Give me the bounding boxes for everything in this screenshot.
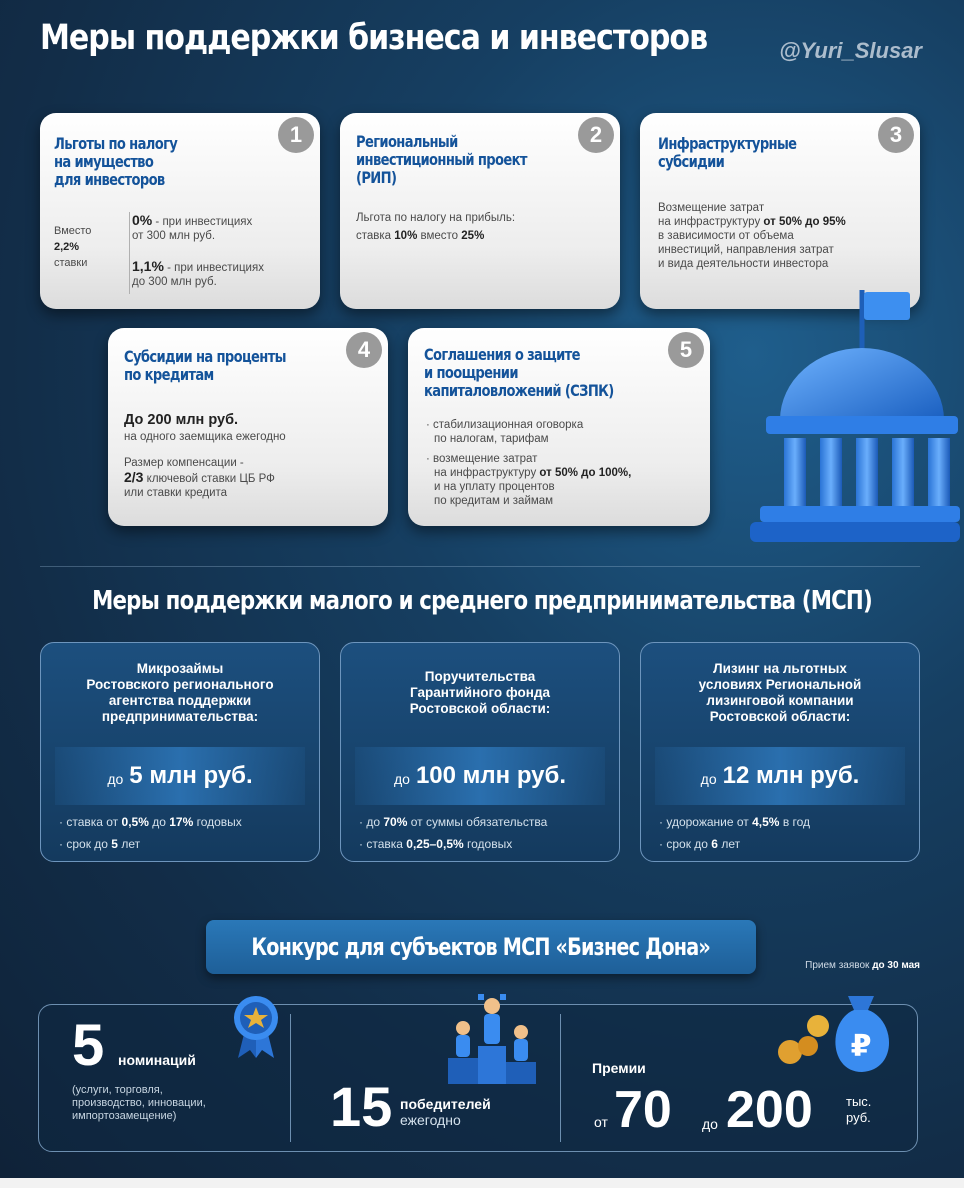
government-building-icon [740, 280, 960, 550]
prize-unit: тыс. руб. [846, 1094, 872, 1125]
msp-bullets: · удорожание от 4,5% в год · срок до 6 лет [659, 815, 811, 851]
msp-section-title: Меры поддержки малого и среднего предпринимательства (МСП) [92, 586, 872, 616]
prize-min: 70 [614, 1081, 672, 1139]
prize-to: до [702, 1116, 718, 1132]
card-number-badge: 3 [878, 117, 914, 153]
card-number-badge: 2 [578, 117, 614, 153]
prizes-label: Премии [592, 1060, 646, 1076]
msp-card-leasing [640, 642, 920, 862]
podium-winners-icon [444, 986, 540, 1086]
nominations-note: (услуги, торговля, производство, инновации, импортозамещение) [72, 1084, 206, 1122]
card-amount-note: на одного заемщика ежегодно [124, 431, 286, 443]
page-title: Меры поддержки бизнеса и инвесторов [40, 18, 708, 58]
card-left-note: Вместо 2,2% ставки [54, 225, 92, 269]
msp-amount-band: до 100 млн руб. [355, 747, 605, 805]
card-title: Соглашения о защите и поощрении капиталовложений (СЗПК) [424, 345, 614, 400]
card-title: Инфраструктурные субсидии [658, 134, 797, 171]
card-number-badge: 4 [346, 332, 382, 368]
msp-amount: 100 млн руб. [415, 762, 567, 789]
svg-text:₽: ₽ [850, 1029, 872, 1064]
card-rate-item: 0% - при инвестициях от 300 млн руб. [132, 212, 253, 242]
msp-amount-band: до 12 млн руб. [655, 747, 905, 805]
contest-banner [206, 920, 756, 974]
msp-card-title: Поручительства Гарантийного фонда Ростовской области: [409, 669, 551, 716]
nominations-label: номинаций [118, 1052, 196, 1068]
card-text: Размер компенсации - 2/3 ключевой ставки ЦБ РФ или ставки кредита [124, 457, 275, 499]
msp-card-title: Лизинг на льготных условиях Региональной лизинговой компании Ростовской области: [698, 661, 862, 724]
msp-bullets: · ставка от 0,5% до 17% годовых · срок до 5 лет [59, 815, 242, 851]
divider [290, 1014, 291, 1142]
card-title: Субсидии на проценты по кредитам [124, 347, 286, 384]
msp-bullets: · до 70% от суммы обязательства · ставка 0,25–0,5% годовых [359, 815, 548, 851]
msp-card-guarantees [340, 642, 620, 862]
msp-card-title: Микрозаймы Ростовского регионального агентства поддержки предпринимательства: [86, 661, 274, 724]
contest-title: Конкурс для субъектов МСП «Бизнес Дона» [251, 933, 711, 961]
card-bullet: · стабилизационная оговорка по налогам, тарифам [426, 419, 584, 445]
card-amount: До 200 млн руб. [124, 412, 239, 428]
card-number-badge: 5 [668, 332, 704, 368]
msp-amount: 12 млн руб. [722, 762, 860, 789]
contest-deadline: Прием заявок до 30 мая [805, 960, 920, 971]
card-text: Льгота по налогу на прибыль: ставка 10% вместо 25% [356, 212, 516, 242]
card-property-tax [40, 113, 320, 309]
winners-note: ежегодно [400, 1112, 461, 1128]
nominations-number: 5 [72, 1013, 105, 1078]
card-loan-subsidies [108, 328, 388, 526]
card-szpk [408, 328, 710, 526]
card-bullet: · возмещение затрат на инфраструктуру от 50% до 100%, и на уплату процентов по кредитам и займам [426, 453, 632, 507]
divider [560, 1014, 561, 1142]
divider [129, 212, 130, 294]
winners-label: победителей [400, 1096, 491, 1112]
prize-max: 200 [726, 1081, 813, 1139]
msp-amount-band: до 5 млн руб. [55, 747, 305, 805]
author-watermark: @Yuri_Slusar [779, 38, 922, 63]
msp-card-microloans [40, 642, 320, 862]
card-rate-item: 1,1% - при инвестициях до 300 млн руб. [132, 258, 264, 288]
section-divider [40, 566, 920, 567]
card-title: Региональный инвестиционный проект (РИП) [356, 132, 527, 187]
card-number-badge: 1 [278, 117, 314, 153]
card-text: Возмещение затрат на инфраструктуру от 50% до 95% в зависимости от объема инвестиций, направления затрат и вида деятельности инвестора [658, 202, 846, 270]
award-medal-icon [228, 994, 284, 1060]
msp-amount: 5 млн руб. [129, 762, 253, 789]
prize-from: от [594, 1114, 608, 1130]
winners-number: 15 [330, 1075, 393, 1138]
card-title: Льготы по налогу на имущество для инвесторов [54, 134, 178, 189]
card-rip [340, 113, 620, 309]
ruble-money-bag-icon [770, 990, 900, 1076]
